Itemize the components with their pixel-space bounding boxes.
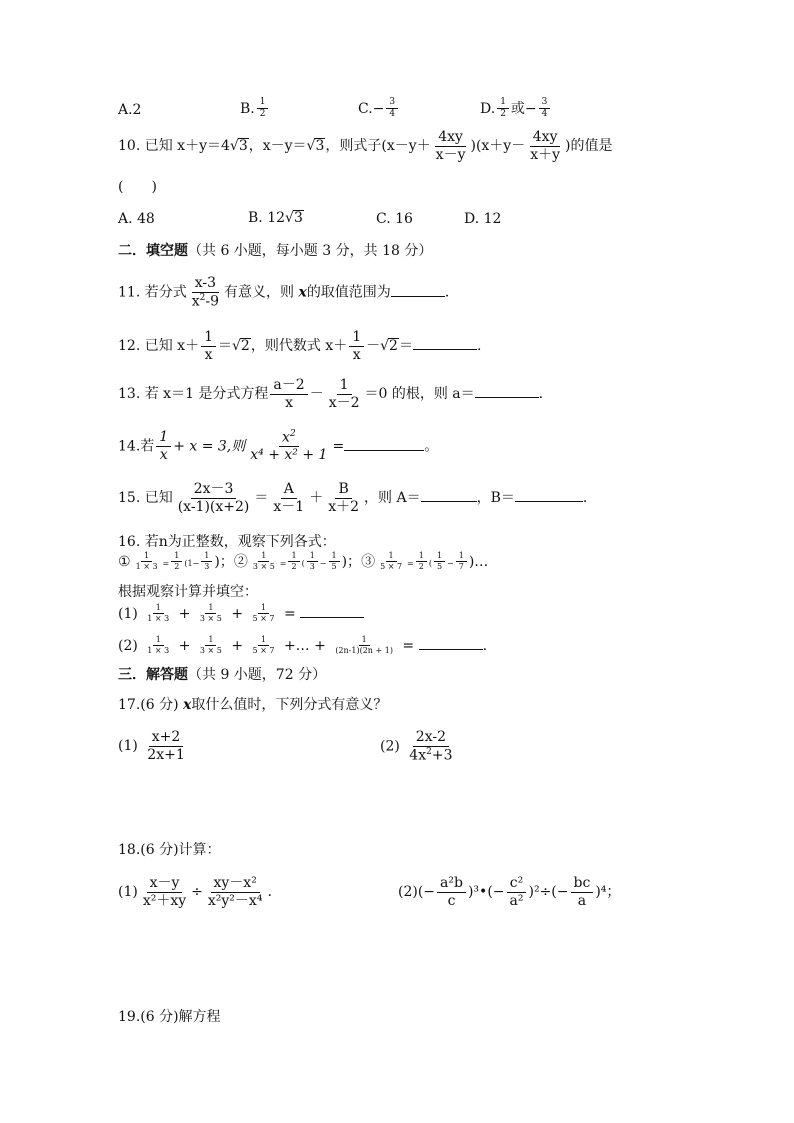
fraction: $\frac{1}{3}$ xyxy=(201,552,212,572)
q16-instruction: 根据观察计算并填空： xyxy=(118,584,258,600)
q17-part-1: (1) $\frac{x+2}{2x+1}$ xyxy=(118,730,190,762)
fraction: $\frac{1}{5}$ xyxy=(434,552,445,572)
q10-option-d: D. 12 xyxy=(464,211,502,227)
fraction: $\frac{4xy}{x+y}$ xyxy=(530,129,561,163)
q9-option-b: B. $\frac{1}{2}$ xyxy=(240,98,270,120)
fraction: $\frac{1}{2}$ xyxy=(257,98,269,120)
fraction: $\frac{x+2}{2x+1}$ xyxy=(147,729,185,763)
answer-blank[interactable] xyxy=(300,605,364,618)
q16-part-2: (2) $\frac{1}{1 \times 3}$ + $\frac{1}{3 \times 5}$ + $\frac{1}{5 \times 7}$ +… + $\frac{1}{(2n-1)(2n + 1)}$ = . xyxy=(118,635,488,656)
question-16: 16. 若n为正整数，观察下列各式： xyxy=(118,534,336,550)
q9-option-a: A.2 xyxy=(118,102,142,118)
q18-part-1: (1) $\frac{x-y}{\text{x²＋xy}}$ ÷ $\frac{\text{xy－x²}}{\text{x²y²－x⁴}}$ . xyxy=(118,875,272,909)
answer-blank[interactable] xyxy=(419,637,483,650)
fraction: $\frac{1}{5 \times 7}$ xyxy=(380,551,403,572)
answer-blank[interactable] xyxy=(475,385,539,398)
q18-part-2: (2)(− $\frac{\text{a²b}}{c}$ )³•(− $\frac{\text{c²}}{\text{a²}}$ )²÷(− $\frac{bc}{a}$ )⁴； xyxy=(398,875,621,909)
answer-blank[interactable] xyxy=(421,489,477,502)
fraction: $\frac{1}{3 \times 5}$ xyxy=(252,551,275,572)
fraction: $\frac{1}{5 \times 7}$ xyxy=(252,603,275,624)
question-17: 17.(6 分) x取什么值时，下列分式有意义？ xyxy=(118,697,388,713)
fraction: $\frac{1}{2}$ xyxy=(288,552,299,572)
fraction: $\frac{\text{a²b}}{c}$ xyxy=(437,876,466,908)
section-3-heading: 三．解答题（共 9 小题，72 分） xyxy=(118,667,327,683)
fraction: $\frac{1}{5}$ xyxy=(329,552,340,572)
fraction: $\frac{2x-2}{4x^2+3}$ xyxy=(409,729,453,764)
question-15: 15. 已知 $\frac{2x-3}{(x-1)(x+2)}$ ＝ $\frac{A}{x-1}$ ＋ $\frac{B}{x+2}$ ，则 A＝ ，B＝ . xyxy=(118,481,588,515)
answer-blank[interactable] xyxy=(391,284,445,297)
section-2-heading: 二．填空题（共 6 小题，每小题 3 分，共 18 分） xyxy=(118,243,433,259)
q9-option-c: C.− $\frac{3}{4}$ xyxy=(358,98,400,120)
fraction: $\frac{1}{x}$ xyxy=(349,330,364,362)
question-14: 14.若 $\frac{1}{x}$ + x = 3,则 $\frac{x^2}{\text{x⁴ + x² + 1}}$ = 。 xyxy=(118,429,439,464)
fraction: $\frac{3}{4}$ xyxy=(539,98,551,120)
q9-option-d: D. $\frac{1}{2}$ 或− $\frac{3}{4}$ xyxy=(480,98,552,120)
fraction: $\frac{4xy}{x-y}$ xyxy=(435,129,466,163)
question-11: 11. 若分式 $\frac{x-3}{x^2-9}$ 有意义，则 x的取值范围为 . xyxy=(118,275,450,310)
question-12: 12. 已知 x＋ $\frac{1}{x}$ ＝√2，则代数式 x＋ $\frac{1}{x}$ －√2＝ . xyxy=(118,329,482,363)
q16-part-1: (1) $\frac{1}{1 \times 3}$ + $\frac{1}{3 \times 5}$ + $\frac{1}{5 \times 7}$ = xyxy=(118,604,364,624)
q10-answer-paren: ( ) xyxy=(118,179,157,195)
fraction: $\frac{\text{xy－x²}}{\text{x²y²－x⁴}}$ xyxy=(207,875,263,909)
fraction: $\frac{a-2}{x}$ xyxy=(270,378,307,410)
fraction: $\frac{1}{x}$ xyxy=(156,430,171,462)
fraction: $\frac{2x-3}{(x-1)(x+2)}$ xyxy=(177,481,250,515)
fraction: $\frac{1}{5 \times 7}$ xyxy=(252,635,275,656)
fraction: $\frac{B}{x+2}$ xyxy=(328,481,360,515)
fraction: $\frac{x-y}{\text{x²＋xy}}$ xyxy=(142,875,187,909)
fraction: $\frac{1}{x}$ xyxy=(201,330,216,362)
sqrt-symbol: √ xyxy=(229,138,239,155)
q17-part-2: (2) $\frac{2x-2}{4x^2+3}$ xyxy=(380,730,457,763)
fraction: $\frac{1}{2}$ xyxy=(416,552,427,572)
fraction: $\frac{1}{7}$ xyxy=(456,552,467,572)
question-13: 13. 若 x＝1 是分式方程 $\frac{a-2}{x}$ － $\frac{1}{x-2}$ ＝0 的根，则 a＝ . xyxy=(118,377,544,411)
q9-options xyxy=(118,103,141,117)
answer-blank[interactable] xyxy=(344,438,424,451)
fraction: $\frac{1}{(2n-1)(2n + 1)}$ xyxy=(335,635,393,656)
fraction: $\frac{1}{x-2}$ xyxy=(328,377,360,411)
q10-option-a: A. 48 xyxy=(118,211,155,227)
fraction: $\frac{1}{1 \times 3}$ xyxy=(135,551,158,572)
answer-blank[interactable] xyxy=(515,489,583,502)
answer-blank[interactable] xyxy=(413,337,477,350)
q10-option-b: B. 12√3 xyxy=(248,210,303,226)
fraction: $\frac{1}{1 \times 3}$ xyxy=(147,603,170,624)
fraction: $\frac{1}{3}$ xyxy=(307,552,318,572)
sqrt-symbol: √ xyxy=(306,138,316,155)
fraction: $\frac{bc}{a}$ xyxy=(571,876,594,908)
fraction: $\frac{1}{2}$ xyxy=(171,552,182,572)
question-18: 18.(6 分)计算： xyxy=(118,842,221,858)
q16-examples: ① $\frac{1}{1 \times 3}$ = $\frac{1}{2}$ (1− $\frac{1}{3}$ )；② $\frac{1}{3 \times 5}$ = $\frac{1}{2}$ ( $\frac{1}{3}$ − $\frac{1}{5}$ )；③ $\frac{1}{5 \times 7}$ = $\frac{1}{2}$ ( $\frac{1}{5}$ − $\frac{1}{7}$ )… xyxy=(118,551,489,572)
fraction: $\frac{1}{3 \times 5}$ xyxy=(199,635,222,656)
fraction: $\frac{A}{x-1}$ xyxy=(273,481,305,515)
fraction: $\frac{x-3}{x^2-9}$ xyxy=(191,275,219,310)
fraction: $\frac{1}{3 \times 5}$ xyxy=(199,603,222,624)
q10-option-c: C. 16 xyxy=(376,211,413,227)
fraction: $\frac{\text{c²}}{\text{a²}}$ xyxy=(507,876,527,908)
fraction: $\frac{1}{1 \times 3}$ xyxy=(147,635,170,656)
question-19: 19.(6 分)解方程 xyxy=(118,1009,221,1025)
fraction: $\frac{1}{2}$ xyxy=(497,98,509,120)
question-10: 10. 已知 x＋y＝4√3，x－y＝√3，则式子(x－y＋ $\frac{4xy}{x-y}$ )(x＋y－ $\frac{4xy}{x+y}$ )的值是 xyxy=(118,129,613,163)
fraction: $\frac{x^2}{\text{x⁴ + x² + 1}}$ xyxy=(250,429,328,464)
fraction: $\frac{3}{4}$ xyxy=(386,98,398,120)
